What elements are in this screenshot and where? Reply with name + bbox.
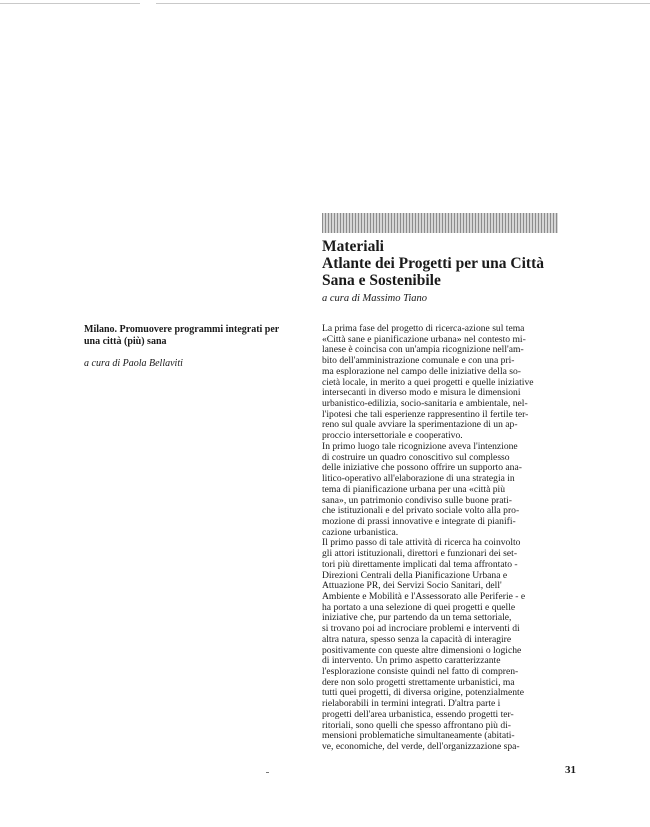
body-line: delle iniziative che possono offrire un supporto ana- — [322, 463, 522, 474]
scan-speck — [266, 772, 269, 773]
body-line: positivamente con queste altre dimensioni o logiche — [322, 645, 522, 656]
section-credit: a cura di Massimo Tiano — [322, 293, 428, 304]
article-title-line: una città (più) sana — [84, 336, 167, 347]
body-line: Attuazione PR, dei Servizi Socio Sanitari, dell' — [322, 581, 502, 592]
body-line: dere non solo progetti strettamente urbanistici, ma — [322, 677, 515, 688]
body-line: lanese è coincisa con un'ampia ricognizione nell'am- — [322, 345, 524, 356]
body-line: La prima fase del progetto di ricerca-azione sul tema — [322, 324, 525, 334]
body-line: Ambiente e Mobilità e l'Assessorato alle Periferie - e — [322, 591, 526, 602]
body-line: cietà locale, in merito a quei progetti e quelle iniziative — [322, 377, 534, 388]
body-line: In primo luogo tale ricognizione aveva l'intenzione — [322, 441, 518, 452]
body-line: sana», un patrimonio condiviso sulle buone prati- — [322, 495, 512, 506]
body-line: di intervento. Un primo aspetto caratterizzante — [322, 656, 501, 667]
body-line: si trovano poi ad incrociare problemi e interventi di — [322, 624, 520, 635]
body-line: mozione di prassi innovative e integrate di pianifi- — [322, 516, 516, 527]
page-number: 31 — [565, 764, 576, 776]
body-line: tutti quei progetti, di diversa origine, potenzialmente — [322, 688, 524, 699]
article-title — [84, 324, 299, 348]
body-line: Direzioni Centrali della Pianificazione Urbana e — [322, 570, 508, 581]
body-line: gli attori istituzionali, direttori e funzionari dei set- — [322, 549, 518, 560]
body-line: iniziative che, pur partendo da un tema settoriale, — [322, 613, 512, 624]
body-line: l'esplorazione consiste quindi nel fatto di compren- — [322, 667, 519, 677]
body-line: rielaborabili in termini integrati. D'altra parte i — [322, 699, 501, 710]
body-line: «Città sane e pianificazione urbana» nel contesto mi- — [322, 334, 526, 345]
body-line: reno sul quale avviare la sperimentazione di un ap- — [322, 420, 518, 431]
body-line: progetti dell'area urbanistica, essendo progetti ter- — [322, 709, 514, 720]
body-line: ve, economiche, del verde, dell'organizzazione spa- — [322, 742, 520, 753]
section-title-line: Materiali — [322, 238, 384, 255]
section-header-bar — [322, 213, 558, 233]
body-line: intersecanti in diverso modo e misura le dimensioni — [322, 388, 521, 399]
body-line: bito dell'amministrazione comunale e con una pri- — [322, 356, 515, 367]
body-line: ma esplorazione nel campo delle iniziative della so- — [322, 366, 521, 377]
article-header — [84, 324, 299, 369]
body-line: cazione urbanistica. — [322, 527, 399, 538]
body-line: ritoriali, sono quelli che spesso affrontano più di- — [322, 720, 511, 731]
article-title-line: Milano. Promuovere programmi integrati per — [84, 324, 280, 335]
article-credit: a cura di Paola Bellaviti — [84, 358, 183, 369]
body-line: ha portato a una selezione di quei progetti e quelle — [322, 602, 516, 613]
body-line: tema di pianificazione urbana per una «città più — [322, 484, 506, 495]
body-line: litico-operativo all'elaborazione di una strategia in — [322, 474, 515, 485]
section-title-line: Sana e Sostenibile — [322, 272, 441, 289]
top-rule-right — [156, 3, 650, 4]
top-rule-left — [0, 3, 140, 4]
body-text — [322, 324, 560, 753]
body-line: che istituzionali e del privato sociale volto alla pro- — [322, 506, 520, 517]
body-line: tori più direttamente implicati dal tema affrontato - — [322, 559, 518, 570]
body-line: Il primo passo di tale attività di ricerca ha coinvolto — [322, 538, 521, 549]
body-line: proccio intersettoriale e cooperativo. — [322, 431, 463, 442]
section-title — [322, 238, 572, 289]
body-line: urbanistico-edilizia, socio-sanitaria e ambientale, nel- — [322, 399, 528, 410]
body-line: di costruire un quadro conoscitivo sul complesso — [322, 452, 510, 463]
body-line: altra natura, spesso senza la capacità di interagire — [322, 634, 512, 645]
section-title-line: Atlante dei Progetti per una Città — [322, 255, 544, 272]
body-line: l'ipotesi che tali esperienze rappresentino il fertile ter- — [322, 409, 529, 420]
body-line: mensioni problematiche simultaneamente (abitati- — [322, 731, 515, 742]
